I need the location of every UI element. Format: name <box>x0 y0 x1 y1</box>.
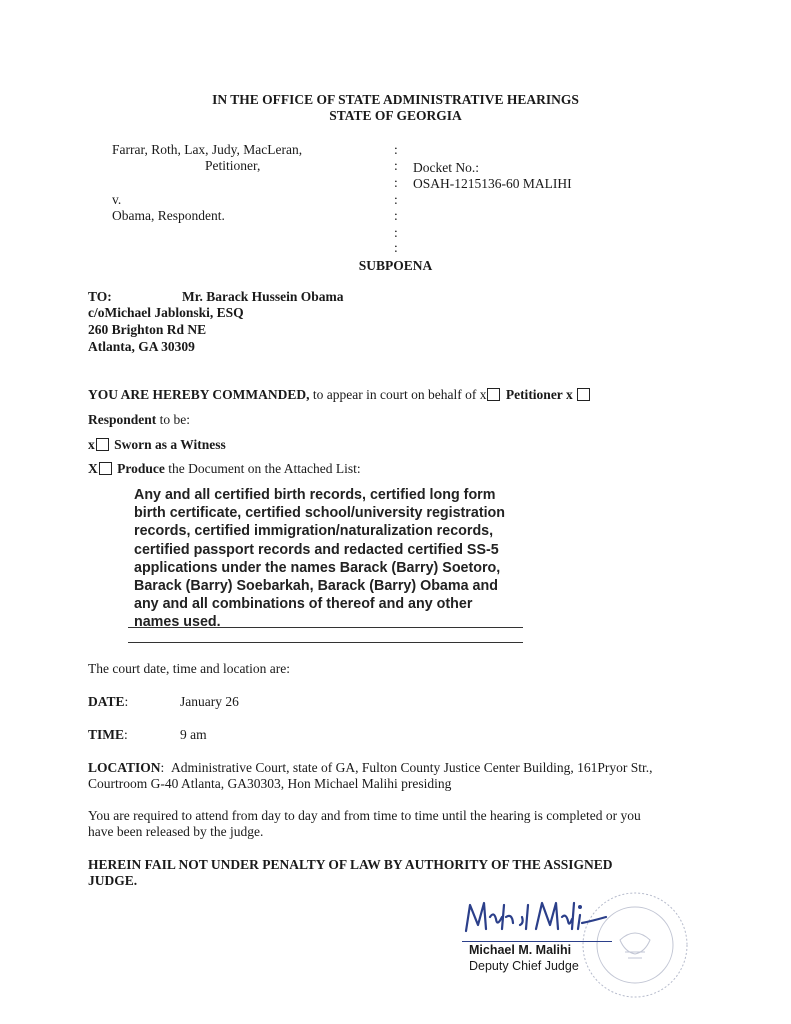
command-line <box>88 387 592 403</box>
warning-line1: HEREIN FAIL NOT UNDER PENALTY OF LAW BY AUTHORITY OF THE ASSIGNED <box>88 857 613 872</box>
signature-line <box>462 941 612 942</box>
judge-title: Deputy Chief Judge <box>469 959 579 973</box>
document-title: SUBPOENA <box>358 258 433 273</box>
docket-label: Docket No.: <box>413 160 479 175</box>
respondent-x-mark: x <box>562 387 573 402</box>
witness-checkbox[interactable] <box>96 438 109 451</box>
command-lead: YOU ARE HEREBY COMMANDED, <box>88 387 310 402</box>
attendance-line2: have been released by the judge. <box>88 824 264 839</box>
location-label: LOCATION <box>88 760 161 775</box>
respondent-name: Obama, Respondent. <box>112 208 225 223</box>
judge-signature <box>462 895 612 943</box>
date-label: DATE <box>88 694 125 709</box>
command-text: to appear in court on behalf of x <box>309 387 487 402</box>
list-underline-1 <box>128 627 523 628</box>
petitioner-checkbox[interactable] <box>487 388 500 401</box>
documents-list: Any and all certified birth records, certified long form birth certificate, certified school/university registration records, certified immigration/naturalization records, certified passport records and redacted certified SS-5 applications under the names Barack (Barry) Soetoro, Barack (Barry) Soebarkah, Barack (Barry) Obama and any and all combinations of thereof and any other names used. <box>134 487 506 631</box>
time-value: 9 am <box>180 727 207 742</box>
address-street: 260 Brighton Rd NE <box>88 322 207 337</box>
respondent-checkbox[interactable] <box>577 388 590 401</box>
location-row: LOCATION: Administrative Court, state of GA, Fulton County Justice Center Building, 161Pryor Str., <box>88 760 653 775</box>
produce-suffix: the Document on the Attached List: <box>164 461 361 476</box>
witness-label: Sworn as a Witness <box>114 437 226 452</box>
docket-number: OSAH-1215136-60 MALIHI <box>413 176 572 191</box>
petitioners-names: Farrar, Roth, Lax, Judy, MacLeran, <box>112 142 303 157</box>
recipient-name: Mr. Barack Hussein Obama <box>182 289 344 304</box>
state-heading: STATE OF GEORGIA <box>329 108 462 123</box>
witness-option <box>88 437 226 453</box>
court-heading: IN THE OFFICE OF STATE ADMINISTRATIVE HEARINGS <box>212 92 579 107</box>
date-row: DATE: <box>88 694 129 709</box>
respondent-line <box>88 412 190 428</box>
petitioner-role: Petitioner, <box>205 158 261 173</box>
location-line1: Administrative Court, state of GA, Fulton County Justice Center Building, 161Pryor Str., <box>171 760 653 775</box>
attendance-line1: You are required to attend from day to day and from time to time until the hearing is completed or you <box>88 808 641 823</box>
list-underline-2 <box>128 642 523 643</box>
location-line2: Courtroom G-40 Atlanta, GA30303, Hon Michael Malihi presiding <box>88 776 452 791</box>
to-label: TO: <box>88 289 112 304</box>
witness-mark: x <box>88 437 95 452</box>
petitioner-option-label: Petitioner <box>505 387 563 402</box>
time-row: TIME: <box>88 727 128 742</box>
produce-label: Produce <box>117 461 165 476</box>
address-city: Atlanta, GA 30309 <box>88 339 195 354</box>
produce-checkbox[interactable] <box>99 462 112 475</box>
respondent-option-label: Respondent <box>88 412 157 427</box>
versus: v. <box>112 192 122 207</box>
respondent-suffix: to be: <box>156 412 191 427</box>
court-intro: The court date, time and location are: <box>88 661 291 676</box>
date-value: January 26 <box>180 694 239 709</box>
produce-mark: X <box>88 461 98 476</box>
care-of: c/oMichael Jablonski, ESQ <box>88 305 244 320</box>
time-label: TIME <box>88 727 125 742</box>
warning-line2: JUDGE. <box>88 873 138 888</box>
produce-option <box>88 461 361 477</box>
judge-name: Michael M. Malihi <box>469 943 572 957</box>
